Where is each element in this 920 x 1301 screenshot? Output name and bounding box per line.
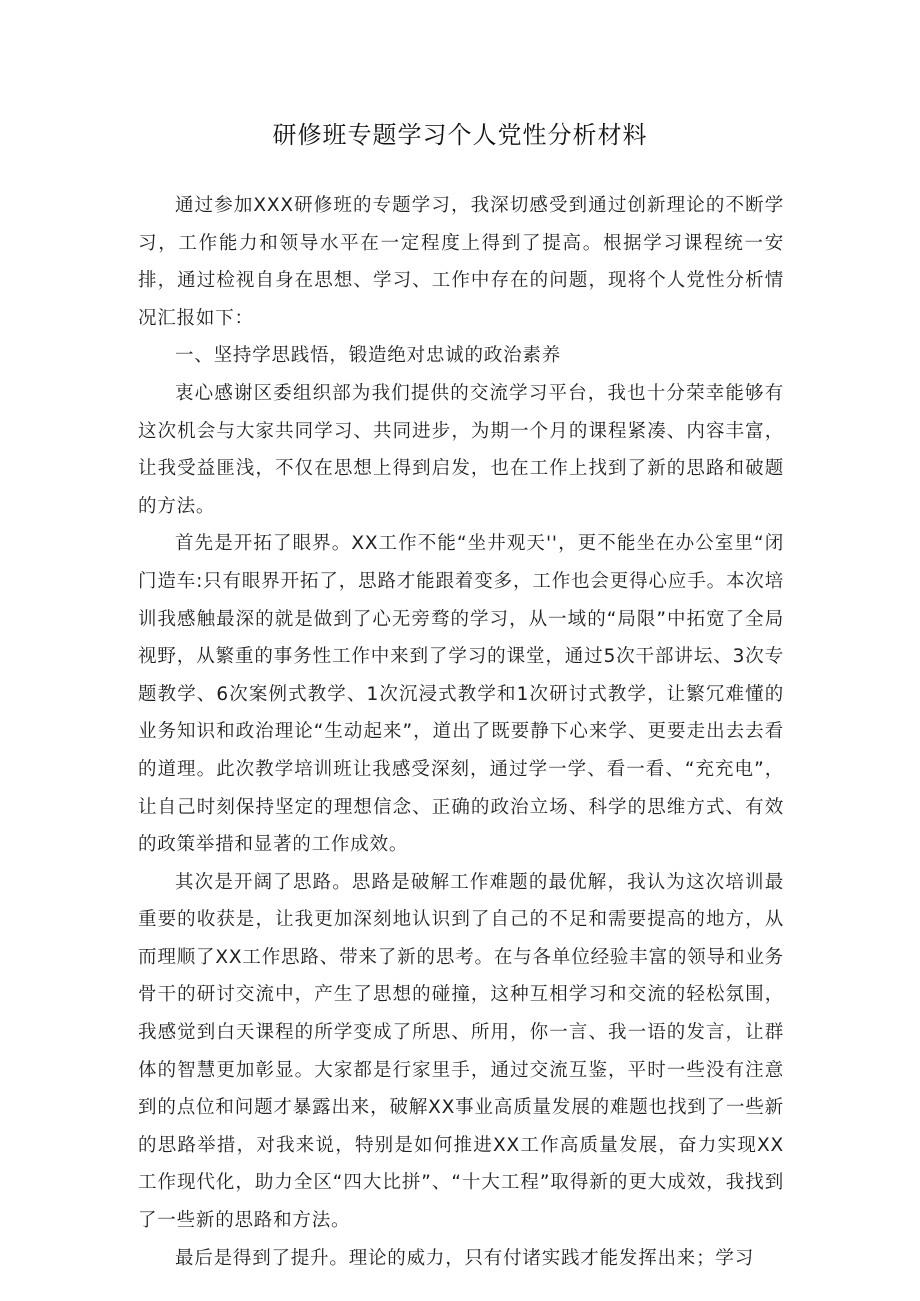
paragraph-broadened-vision: 首先是开拓了眼界。XX工作不能“坐井观天''，更不能坐在办公室里“闭门造车:只有眼界开拓了，思路才能跟着变多，工作也会更得心应手。本次培训我感触最深的就是做到了心无旁骛的学习，从一域的“局限”中拓宽了全局视野，从繁重的事务性工作中来到了学习的课堂，通过5次干部讲坛、3次专题教学、6次案例式教学、1次沉浸式教学和1次研讨式教学，让繁冗难懂的业务知识和政治理论“生动起来”，道出了既要静下心来学、更要走出去去看的道理。此次教学培训班让我感受深刻，通过学一学、看一看、“充充电”，让自己时刻保持坚定的理想信念、正确的政治立场、科学的思维方式、有效的政策举措和显著的工作成效。 — [138, 533, 784, 856]
document-body — [138, 187, 784, 1277]
document-title: 研修班专题学习个人党性分析材料 — [272, 121, 648, 149]
paragraph-improvement: 最后是得到了提升。理论的威力，只有付诸实践才能发挥出来；学习 — [175, 1247, 755, 1269]
section-heading-1: 一、坚持学思践悟，锻造绝对忠诚的政治素养 — [175, 345, 562, 367]
paragraph-broadened-thinking: 其次是开阔了思路。思路是破解工作难题的最优解，我认为这次培训最重要的收获是，让我更加深刻地认识到了自己的不足和需要提高的地方，从而理顺了XX工作思路、带来了新的思考。在与各单位经验丰富的领导和业务骨干的研讨交流中，产生了思想的碰撞，这种互相学习和交流的轻松氛围，我感觉到白天课程的所学变成了所思、所用，你一言、我一语的发言，让群体的智慧更加彰显。大家都是行家里手，通过交流互鉴，平时一些没有注意到的点位和问题才暴露出来，破解XX事业高质量发展的难题也找到了一些新的思路举措，对我来说，特别是如何推进XX工作高质量发展，奋力实现XX工作现代化，助力全区“四大比拼”、“十大工程”取得新的更大成效，我找到了一些新的思路和方法。 — [138, 871, 784, 1232]
paragraph-intro: 通过参加XXX研修班的专题学习，我深切感受到通过创新理论的不断学习，工作能力和领导水平在一定程度上得到了提高。根据学习课程统一安排，通过检视自身在思想、学习、工作中存在的问题，现将个人党性分析情况汇报如下： — [138, 195, 784, 329]
paragraph-thanks: 衷心感谢区委组织部为我们提供的交流学习平台，我也十分荣幸能够有这次机会与大家共同学习、共同进步，为期一个月的课程紧凑、内容丰富，让我受益匪浅，不仅在思想上得到启发，也在工作上找到了新的思路和破题的方法。 — [138, 382, 784, 517]
